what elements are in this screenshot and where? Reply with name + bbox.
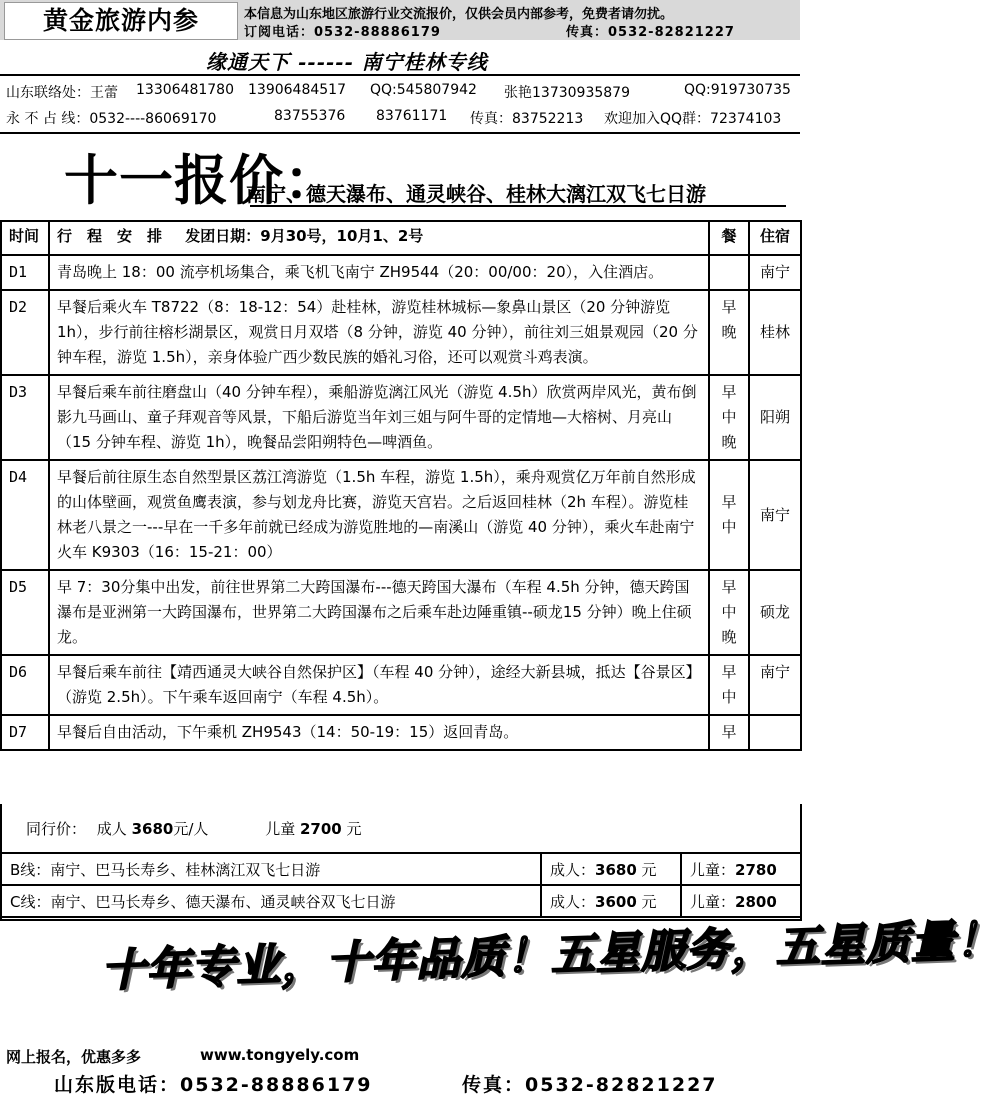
table-row bbox=[1, 853, 801, 885]
day-hotel: 南宁 bbox=[749, 255, 801, 290]
child-unit: 元 bbox=[346, 820, 362, 838]
page-title: 十一报价： bbox=[64, 148, 339, 212]
divider bbox=[0, 132, 800, 134]
day-label: D1 bbox=[1, 255, 49, 290]
footer-fax: 传真：0532-82821227 bbox=[462, 1074, 718, 1096]
day-meals bbox=[709, 375, 749, 460]
day-hotel: 南宁 bbox=[749, 655, 801, 715]
day-hotel: 阳朔 bbox=[749, 375, 801, 460]
route-lines-table bbox=[0, 852, 802, 918]
footer-signup: 网上报名，优惠多多 bbox=[6, 1048, 142, 1066]
meal-item: 晚 bbox=[721, 628, 737, 646]
contact-qq-1: QQ:545807942 bbox=[370, 82, 477, 98]
meal-item: 中 bbox=[721, 518, 737, 536]
route-child-label: 儿童： bbox=[690, 860, 736, 879]
table-row bbox=[1, 570, 801, 655]
adult-label: 成人 bbox=[96, 820, 127, 838]
divider bbox=[0, 74, 800, 76]
slogan: 缘通天下 ------ 南宁桂林专线 bbox=[206, 50, 488, 74]
contact-phone-2: 13906484517 bbox=[248, 82, 346, 98]
table-header-row bbox=[1, 221, 801, 255]
contact-fax: 传真：83752213 bbox=[470, 111, 584, 127]
meal-item: 早 bbox=[721, 723, 737, 741]
table-row bbox=[1, 885, 801, 917]
table-row bbox=[1, 715, 801, 750]
meal-item: 中 bbox=[721, 408, 737, 426]
meal-item: 晚 bbox=[721, 323, 737, 341]
route-adult-unit: 元 bbox=[641, 892, 657, 911]
title-underline bbox=[250, 205, 786, 207]
meal-item: 早 bbox=[721, 663, 737, 681]
header-fax: 传真：0532-82821227 bbox=[566, 25, 735, 40]
route-adult-label: 成人： bbox=[550, 892, 596, 911]
table-row bbox=[1, 255, 801, 290]
day-schedule: 青岛晚上 18：00 流亭机场集合，乘飞机飞南宁 ZH9544（20：00/00：20），入住酒店。 bbox=[49, 255, 709, 290]
day-label: D2 bbox=[1, 290, 49, 375]
meal-item: 晚 bbox=[721, 433, 737, 451]
motto: 十年专业，十年品质！五星服务，五星质量！ bbox=[100, 914, 1002, 997]
table-row bbox=[1, 290, 801, 375]
contact-qq-2: QQ:919730735 bbox=[684, 82, 791, 98]
meal-item: 中 bbox=[721, 688, 737, 706]
route-child-label: 儿童： bbox=[690, 892, 736, 911]
day-meals bbox=[709, 255, 749, 290]
footer-website-link[interactable]: www.tongyely.com bbox=[200, 1046, 360, 1064]
header-departure-dates: 发团日期：9月30号，10月1、2号 bbox=[185, 227, 424, 245]
day-hotel: 南宁 bbox=[749, 460, 801, 570]
adult-unit: 元/人 bbox=[173, 820, 209, 838]
meal-item: 早 bbox=[721, 383, 737, 401]
table-row bbox=[1, 460, 801, 570]
day-label: D4 bbox=[1, 460, 49, 570]
day-schedule: 早 7：30分集中出发，前往世界第二大跨国瀑布---德天跨国大瀑布（车程 4.5h 分钟，德天跨国瀑布是亚洲第一大跨国瀑布，世界第二大跨国瀑布之后乘车赴边陲重镇--硕龙15 分钟）晚上住硕龙。 bbox=[49, 570, 709, 655]
route-adult-label: 成人： bbox=[550, 860, 596, 879]
route-name: C线：南宁、巴马长寿乡、德天瀑布、通灵峡谷双飞七日游 bbox=[1, 885, 541, 917]
day-schedule: 早餐后乘车前往【靖西通灵大峡谷自然保护区】（车程 40 分钟），途经大新县城，抵达【谷景区】（游览 2.5h）。下午乘车返回南宁（车程 4.5h）。 bbox=[49, 655, 709, 715]
contact-qq-group: 欢迎加入QQ群：72374103 bbox=[604, 111, 782, 127]
day-meals bbox=[709, 460, 749, 570]
page-subtitle: 南宁、德天瀑布、通灵峡谷、桂林大漓江双飞七日游 bbox=[246, 182, 706, 206]
day-label: D7 bbox=[1, 715, 49, 750]
child-price: 2700 bbox=[299, 820, 342, 838]
day-meals bbox=[709, 290, 749, 375]
table-row bbox=[1, 375, 801, 460]
route-name: B线：南宁、巴马长寿乡、桂林漓江双飞七日游 bbox=[1, 853, 541, 885]
route-child-price bbox=[681, 853, 801, 885]
day-schedule: 早餐后自由活动，下午乘机 ZH9543（14：50-19：15）返回青岛。 bbox=[49, 715, 709, 750]
day-hotel bbox=[749, 715, 801, 750]
peer-price bbox=[26, 818, 362, 839]
header-notice: 本信息为山东地区旅游行业交流报价，仅供会员内部参考，免费者请勿扰。 bbox=[244, 7, 674, 22]
route-adult-value: 3600 bbox=[595, 892, 637, 911]
itinerary-table bbox=[0, 220, 802, 751]
day-meals bbox=[709, 570, 749, 655]
route-child-value: 2800 bbox=[735, 892, 777, 911]
table-row bbox=[1, 655, 801, 715]
peer-price-label: 同行价： bbox=[26, 820, 87, 838]
day-hotel: 桂林 bbox=[749, 290, 801, 375]
day-hotel: 硕龙 bbox=[749, 570, 801, 655]
header-hotel: 住宿 bbox=[749, 221, 801, 255]
day-label: D6 bbox=[1, 655, 49, 715]
header-subscribe-phone: 订阅电话：0532-88886179 bbox=[244, 25, 441, 40]
route-adult-price bbox=[541, 885, 681, 917]
meal-item: 中 bbox=[721, 603, 737, 621]
meal-item: 早 bbox=[721, 493, 737, 511]
contact-zhang: 张艳13730935879 bbox=[504, 85, 630, 101]
route-adult-price bbox=[541, 853, 681, 885]
header-meal: 餐 bbox=[709, 221, 749, 255]
day-meals bbox=[709, 715, 749, 750]
header-time: 时间 bbox=[1, 221, 49, 255]
meal-item: 早 bbox=[721, 578, 737, 596]
day-schedule: 早餐后前往原生态自然型景区荔江湾游览（1.5h 车程，游览 1.5h），乘舟观赏亿万年前自然形成的山体壁画，观赏鱼鹰表演，参与划龙舟比赛，游览天宫岩。之后返回桂林（2h 车程）。游览桂林老八景之一---早在一千多年前就已经成为游览胜地的—南溪山（游览 40 分钟），乘火车赴南宁火车 K9303（16：15-21：00） bbox=[49, 460, 709, 570]
brand-logo: 黄金旅游内参 bbox=[4, 2, 238, 40]
adult-price: 3680 bbox=[131, 820, 174, 838]
contact-hotline-3: 83761171 bbox=[376, 108, 448, 124]
day-schedule: 早餐后乘车前往磨盘山（40 分钟车程），乘船游览漓江风光（游览 4.5h）欣赏两岸风光，黄布倒影九马画山、童子拜观音等风景，下船后游览当年刘三姐与阿牛哥的定情地—大榕树、月亮山（15 分钟车程、游览 1h），晚餐品尝阳朔特色—啤酒鱼。 bbox=[49, 375, 709, 460]
day-schedule: 早餐后乘火车 T8722（8：18-12：54）赴桂林，游览桂林城标—象鼻山景区（20 分钟游览 1h），步行前往榕杉湖景区，观赏日月双塔（8 分钟，游览 40 分钟），前往刘三姐景观园（20 分钟车程，游览 1.5h），亲身体验广西少数民族的婚礼习俗，还可以观赏斗鸡表演。 bbox=[49, 290, 709, 375]
footer-phone: 山东版电话：0532-88886179 bbox=[54, 1074, 373, 1096]
day-meals bbox=[709, 655, 749, 715]
contact-liaison: 山东联络处：王蕾 bbox=[6, 85, 118, 101]
contact-phone-1: 13306481780 bbox=[136, 82, 234, 98]
contact-hotline: 永 不 占 线：0532----86069170 bbox=[6, 111, 217, 127]
day-label: D3 bbox=[1, 375, 49, 460]
day-label: D5 bbox=[1, 570, 49, 655]
contact-hotline-2: 83755376 bbox=[274, 108, 346, 124]
child-label: 儿童 bbox=[265, 820, 296, 838]
route-adult-unit: 元 bbox=[641, 860, 657, 879]
meal-item: 早 bbox=[721, 298, 737, 316]
header-schedule-label: 行 程 安 排 bbox=[57, 227, 163, 245]
header-schedule bbox=[49, 221, 709, 255]
route-adult-value: 3680 bbox=[595, 860, 637, 879]
route-child-value: 2780 bbox=[735, 860, 777, 879]
